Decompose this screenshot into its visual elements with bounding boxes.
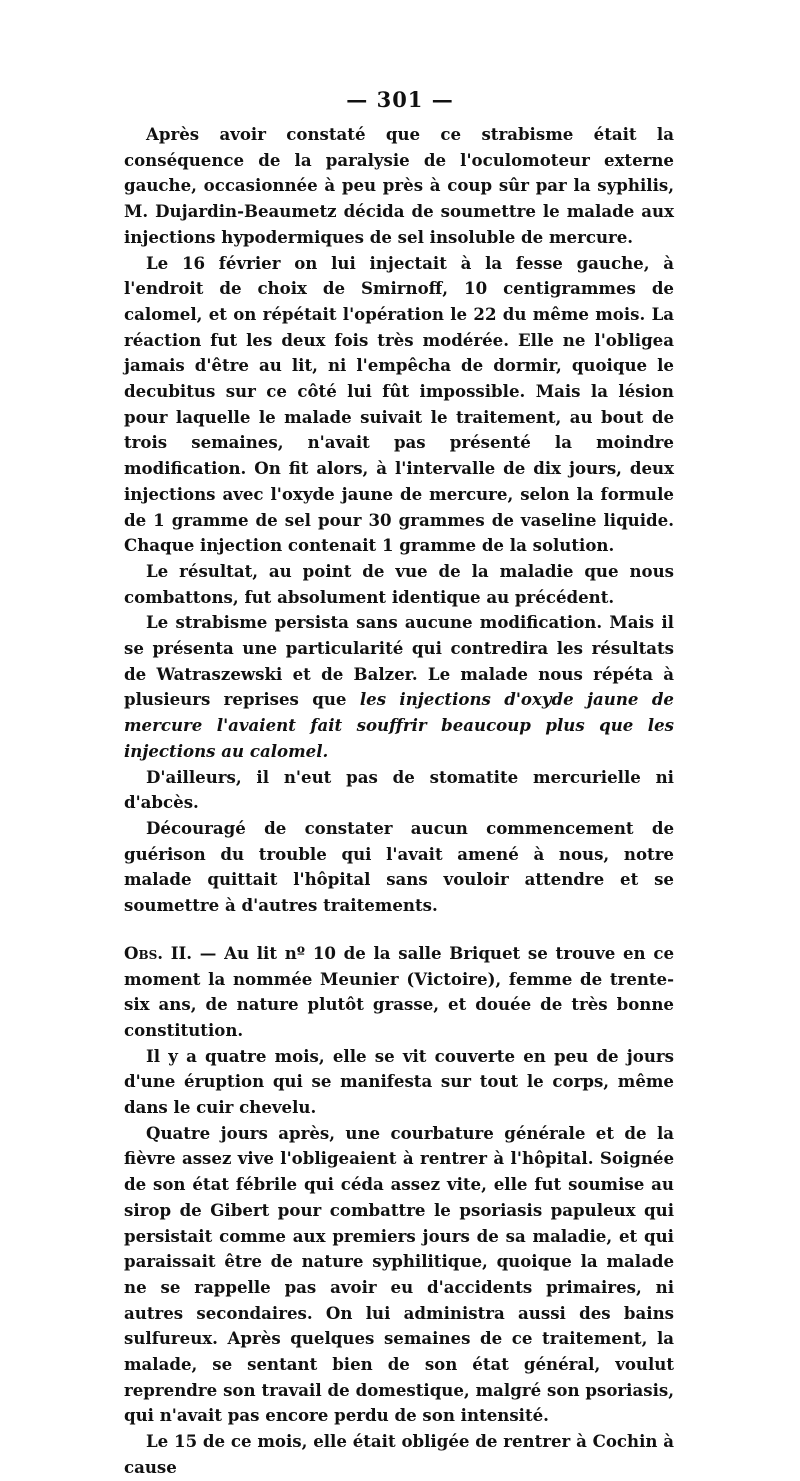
paragraph-10: Le 15 de ce mois, elle était obligée de rentrer à Cochin à cause [124,1431,674,1477]
paragraph-4-italic-quote: les injections d'oxyde jaune de mercure l'avaient fait souffrir beaucoup plus que les injections au calomel. [124,689,674,761]
observation-text: — Au lit nº 10 de la salle Briquet se trouve en ce moment la nommée Meunier (Victoire), femme de trente-six ans, de nature plutôt grasse, et douée de très bonne constitution. [124,942,674,1040]
section-gap [124,919,674,941]
paragraph-6: Découragé de constater aucun commencement de guérison du trouble qui l'avait amené à nous, notre malade quittait l'hôpital sans vouloir attendre et se soumettre à d'autres traitements. [124,817,674,916]
paragraph-observation-2 [124,941,674,1044]
paragraph-3: Le résultat, au point de vue de la maladie que nous combattons, fut absolument identique au précédent. [124,560,674,607]
paragraph-9: Quatre jours après, une courbature générale et de la fièvre assez vive l'obligeaient à rentrer à l'hôpital. Soignée de son état fébrile qui céda assez vite, elle fut soumise au sirop de Gibert pour combattre le psoriasis papuleux qui persistait comme aux premiers jours de sa maladie, et qui paraissait être de nature syphilitique, quoique la malade ne se rappelle pas avoir eu d'accidents primaires, ni autres secondaires. On lui administra aussi des bains sulfureux. Après quelques semaines de ce traitement, la malade, se sentant bien de son état général, voulut reprendre son travail de domestique, malgré son psoriasis, qui n'avait pas encore perdu de son intensité. [124,1122,674,1426]
body-text [124,122,674,1481]
paragraph-4 [124,610,674,764]
page-number: — 301 — [346,87,454,112]
paragraph-4-text: Le strabisme persista sans aucune modification. Mais il se présenta une particularité qui contredira les résultats de Watraszewski et de Balzer. Le malade nous répéta à plusieurs reprises que [124,612,674,710]
paragraph-2: Le 16 février on lui injectait à la fesse gauche, à l'endroit de choix de Smirnoff, 10 centigrammes de calomel, et on répétait l'opération le 22 du même mois. La réaction fut les deux fois très modérée. Elle ne l'obligea jamais d'être au lit, ni l'empêcha de dormir, quoique le decubitus sur ce côté lui fût impossible. Mais la lésion pour laquelle le malade suivait le traitement, au bout de trois semaines, n'avait pas présenté la moindre modification. On fit alors, à l'intervalle de dix jours, deux injections avec l'oxyde jaune de mercure, selon la formule de 1 gramme de sel pour 30 grammes de vaseline liquide. Chaque injection contenait 1 gramme de la solution. [124,252,674,556]
paragraph-1: Après avoir constaté que ce strabisme était la conséquence de la paralysie de l'oculomoteur externe gauche, occasionnée à peu près à coup sûr par la syphilis, M. Dujardin-Beaumetz décida de soumettre le malade aux injections hypodermiques de sel insoluble de mercure. [124,124,674,247]
paragraph-8: Il y a quatre mois, elle se vit couverte en peu de jours d'une éruption qui se manifesta sur tout le corps, même dans le cuir chevelu. [124,1045,674,1118]
paragraph-5: D'ailleurs, il n'eut pas de stomatite mercurielle ni d'abcès. [124,766,674,813]
observation-label: Obs. II. [124,942,193,963]
